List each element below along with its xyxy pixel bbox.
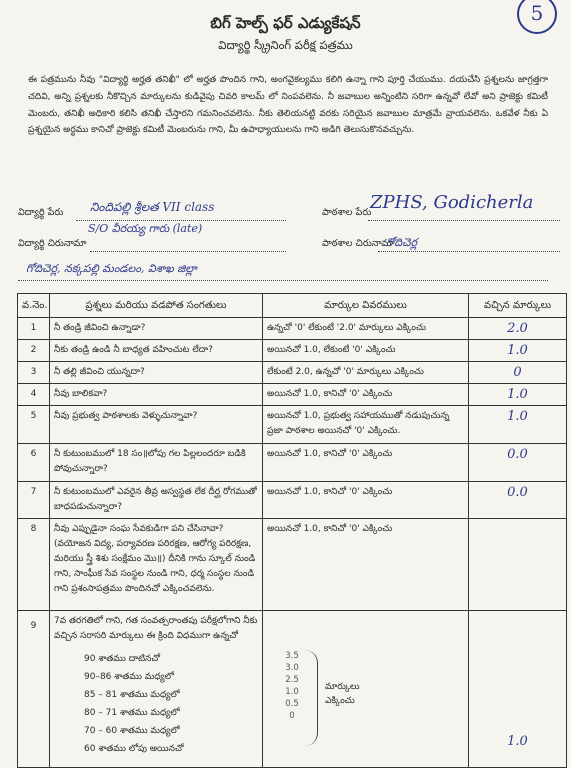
row-score-cell[interactable] [469, 482, 567, 519]
table-row [18, 611, 567, 768]
row-score: 1.0 [507, 409, 528, 424]
student-address-value-line2[interactable]: గోదిచెర్ల, నక్కపల్లి మండలం, విశాఖ జిల్లా [26, 262, 197, 275]
row-number: 8 [18, 519, 50, 611]
row-question: 7వ తరగతిలో గాని, గత సంవత్సరాంతపు పరీక్షలోగాని నీకు వచ్చిన సరాసరి మార్కులు ఈ క్రింది విధముగా ఉన్నచో [54, 616, 258, 641]
marks-label-line1: మార్కులు [325, 682, 360, 692]
table-row [18, 318, 567, 340]
row-score: 2.0 [507, 321, 528, 336]
row-criteria: అయినచో 1.0, కానిచో '0' ఎక్కించు [263, 444, 469, 482]
marks-label [325, 680, 359, 708]
grade-range-item: 90 శాతము దాటినచో [84, 654, 161, 664]
row-score-cell[interactable] [469, 611, 567, 768]
grade-range-item: 85 – 81 శాతము మధ్యలో [84, 690, 180, 700]
row-score: 1.0 [507, 343, 528, 358]
grade-range-item: 60 శాతము లోపు అయినచో [84, 744, 184, 754]
row-score: 0.0 [507, 447, 528, 462]
row-question: నీ కుటుంబములో ఎవరైన తీవ్ర అస్వస్థత లేక దీర్ఘ రోగముతో బాధపడుచున్నారా? [50, 482, 263, 519]
page-number: 5 [517, 0, 557, 34]
grade-mark: 3.0 [285, 663, 299, 673]
row-criteria: ఉన్నచో '0' లేకుంటే '2.0' మార్కులు ఎక్కించు [263, 318, 469, 340]
table-row [18, 362, 567, 384]
grade-range-list [84, 650, 258, 758]
grade-marks-block [267, 614, 464, 764]
row-criteria: అయినచో 1.0, కానిచో '0' ఎక్కించు [263, 519, 469, 611]
school-name-label: పాఠశాల పేరు [322, 207, 372, 218]
header-question: ప్రశ్నలు మరియు వడపోత సంగతులు [50, 294, 263, 318]
student-address-label: విద్యార్థి చిరునామా [18, 238, 87, 249]
table-row [18, 406, 567, 444]
grade-range-item: 90–86 శాతము మధ్యలో [84, 672, 174, 682]
row-score-cell[interactable] [469, 318, 567, 340]
instructions-paragraph: ఈ పత్రమును నీవు "విద్యార్థి అర్హత తనిఖీ" లో అర్హత పొందిన గాని, అంగవైకల్యము కలిగి ఉన్నా గాని పూర్తి చేయుము. దయచేసి ప్రశ్నలను జాగ్రత్తగా చదివి, అన్ని ప్రశ్నలకు నీకొచ్చిన మార్కులను కుడివైపు చివరి కాలమ్ లో నింపవలెను. నీ జవాబుల అన్నింటిని సరిగా ఉన్నవో లేవో అని ప్రాజెక్టు కమిటీ మెంబరు, తనిఖీ అధికారి కలిసి తనిఖీ చేస్తారని గమనించవలెను. నీకు తెలియనట్టి వరకు సరియైన జవాబుల మాత్రమే వ్రాయవలెను. ఒకవేళ నీకు ఏ ప్రశ్నయైన అర్థము కానిచో ప్రాజెక్టు కమిటీ మెంబరును గాని, మీ ఉపాధ్యాయులను గాని అడిగి తెలుసుకొనవచ్చును. [28, 75, 548, 136]
row-number: 3 [18, 362, 50, 384]
row-number: 4 [18, 384, 50, 406]
row-number: 7 [18, 482, 50, 519]
grade-mark: 0.5 [285, 699, 299, 709]
table-header-row [18, 294, 567, 318]
row-criteria-grades [263, 611, 469, 768]
row-number: 5 [18, 406, 50, 444]
row-criteria: అయినచో 1.0, లేకుంటే '0' ఎక్కించు [263, 340, 469, 362]
student-address-line [90, 251, 286, 252]
row-question: నీ తండ్రి జీవించి ఉన్నాడా? [50, 318, 263, 340]
row-question: నీవు ఎప్పుడైనా సంఘ సేవకుడిగా పని చేసినావా? (వయోజన విద్య, పర్యావరణ పరిరక్షణ, ఆరోగ్య పరిరక్షణ, మరియు స్త్రీ శిశు సంక్షేమం మొ॥) దీనికి గాను స్కూల్ నుండి గాని, సాంఘీక సేవ సంస్థల నుండి గాని, ధర్మ సంస్థల నుండి గాని ప్రశంసాపత్రము పొందినచో ఎక్కించవలెను. [50, 519, 263, 611]
row-number: 1 [18, 318, 50, 340]
row-score-cell[interactable] [469, 362, 567, 384]
row-question: నీవు ప్రభుత్వ పాఠశాలకు వెళ్ళుచున్నావా? [50, 406, 263, 444]
row-question: నీ కుటుంబములో 18 సం॥లోపు గల పిల్లలందరూ బడికి పోవుచున్నారా? [50, 444, 263, 482]
student-name-label: విద్యార్థి పేరు [18, 207, 64, 218]
row-score-cell[interactable] [469, 519, 567, 611]
row-score: 1.0 [507, 387, 528, 402]
table-row [18, 444, 567, 482]
grade-mark: 0 [289, 711, 295, 721]
row-question-grades [50, 611, 263, 768]
marks-label-line2: ఎక్కించు [325, 696, 355, 706]
grade-mark: 2.5 [285, 675, 299, 685]
row-number: 6 [18, 444, 50, 482]
row-number: 9 [18, 611, 50, 768]
form-subtitle: విద్యార్థి స్క్రీనింగ్ పరీక్ష పత్రము [218, 38, 353, 52]
header-criteria: మార్కుల వివరములు [263, 294, 469, 318]
row-score: 0 [513, 365, 522, 380]
grade-mark: 1.0 [285, 687, 299, 697]
grade-range-item: 70 – 60 శాతము మధ్యలో [84, 726, 180, 736]
row-score: 0.0 [507, 485, 528, 500]
header-score: వచ్చిన మార్కులు [469, 294, 567, 318]
row-score-cell[interactable] [469, 444, 567, 482]
table-row [18, 340, 567, 362]
student-name-line [76, 220, 286, 221]
row-criteria: లేకుంటే 2.0, ఉన్నచో '0' మార్కులు ఎక్కించు [263, 362, 469, 384]
student-name-value[interactable]: నిందిపల్లి శ్రీలత VII class [90, 200, 215, 214]
school-address-label: పాఠశాల చిరునామా [322, 238, 395, 249]
row-score-cell[interactable] [469, 340, 567, 362]
row-score-cell[interactable] [469, 406, 567, 444]
table-row [18, 482, 567, 519]
school-address-value[interactable]: గోదిచెర్ల [386, 236, 418, 249]
grade-marks-list [281, 650, 303, 722]
student-address-line-2 [18, 280, 548, 281]
row-question: నీవు బాలికవా? [50, 384, 263, 406]
student-address-value-line1[interactable]: S/O వీరయ్య గారు (late) [88, 222, 203, 235]
header-sno: వ.నెం. [18, 294, 50, 318]
curly-brace [305, 650, 318, 746]
row-score-cell[interactable] [469, 384, 567, 406]
table-row [18, 384, 567, 406]
school-name-value[interactable]: ZPHS, Godicherla [370, 192, 534, 213]
row-question: నీకు తండ్రి ఉండి నీ బాధ్యత వహించుట లేదా? [50, 340, 263, 362]
grade-mark: 3.5 [285, 651, 299, 661]
form-title: బిగ్ హెల్ప్ ఫర్ ఎడ్యుకేషన్ [210, 14, 361, 32]
school-name-line [368, 220, 560, 221]
row-criteria: అయినచో 1.0, ప్రభుత్వ సహాయముతో నడుపుచున్న ప్రజా పాఠశాల అయినచో '0' ఎక్కించు. [263, 406, 469, 444]
row-criteria: అయినచో 1.0, కానిచో '0' ఎక్కించు [263, 384, 469, 406]
screening-table [17, 293, 567, 768]
table-row [18, 519, 567, 611]
row-question: నీ తల్లి జీవించి యున్నదా? [50, 362, 263, 384]
grade-range-item: 80 – 71 శాతము మధ్యలో [84, 708, 180, 718]
row-score: 1.0 [507, 734, 528, 749]
row-number: 2 [18, 340, 50, 362]
row-criteria: అయినచో 1.0, కానిచో '0' ఎక్కించు [263, 482, 469, 519]
